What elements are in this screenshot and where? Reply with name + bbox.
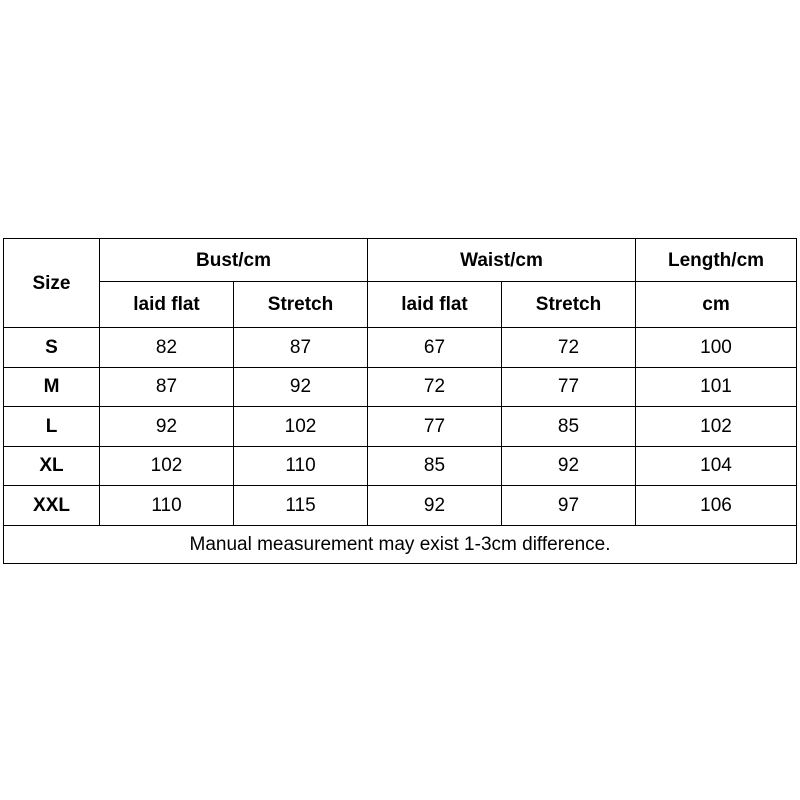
size-chart-table	[3, 238, 797, 564]
bust-stretch-cell: 92	[234, 367, 368, 407]
table-row	[4, 486, 797, 526]
header-row-1	[4, 239, 797, 282]
length-cell: 101	[636, 367, 797, 407]
bust-stretch-cell: 87	[234, 328, 368, 368]
waist-stretch-cell: 77	[502, 367, 636, 407]
bust-flat-cell: 82	[100, 328, 234, 368]
measurement-note: Manual measurement may exist 1-3cm difference.	[4, 525, 797, 563]
bust-flat-cell: 102	[100, 446, 234, 486]
waist-flat-cell: 67	[368, 328, 502, 368]
length-cell: 102	[636, 407, 797, 447]
size-cell: L	[4, 407, 100, 447]
header-waist-stretch: Stretch	[502, 282, 636, 328]
waist-stretch-cell: 92	[502, 446, 636, 486]
size-cell: M	[4, 367, 100, 407]
size-cell: S	[4, 328, 100, 368]
table-row	[4, 367, 797, 407]
bust-flat-cell: 110	[100, 486, 234, 526]
length-cell: 106	[636, 486, 797, 526]
waist-flat-cell: 72	[368, 367, 502, 407]
size-cell: XL	[4, 446, 100, 486]
waist-stretch-cell: 97	[502, 486, 636, 526]
table-row	[4, 407, 797, 447]
waist-flat-cell: 92	[368, 486, 502, 526]
header-size: Size	[4, 239, 100, 328]
table-row	[4, 446, 797, 486]
length-cell: 100	[636, 328, 797, 368]
bust-stretch-cell: 102	[234, 407, 368, 447]
bust-flat-cell: 87	[100, 367, 234, 407]
header-bust: Bust/cm	[100, 239, 368, 282]
header-bust-laid-flat: laid flat	[100, 282, 234, 328]
waist-stretch-cell: 85	[502, 407, 636, 447]
note-row	[4, 525, 797, 563]
waist-flat-cell: 85	[368, 446, 502, 486]
waist-flat-cell: 77	[368, 407, 502, 447]
table-row	[4, 328, 797, 368]
header-waist-laid-flat: laid flat	[368, 282, 502, 328]
bust-stretch-cell: 115	[234, 486, 368, 526]
waist-stretch-cell: 72	[502, 328, 636, 368]
header-length-unit: cm	[636, 282, 797, 328]
header-waist: Waist/cm	[368, 239, 636, 282]
size-cell: XXL	[4, 486, 100, 526]
length-cell: 104	[636, 446, 797, 486]
header-length: Length/cm	[636, 239, 797, 282]
bust-stretch-cell: 110	[234, 446, 368, 486]
header-row-2	[4, 282, 797, 328]
header-bust-stretch: Stretch	[234, 282, 368, 328]
bust-flat-cell: 92	[100, 407, 234, 447]
